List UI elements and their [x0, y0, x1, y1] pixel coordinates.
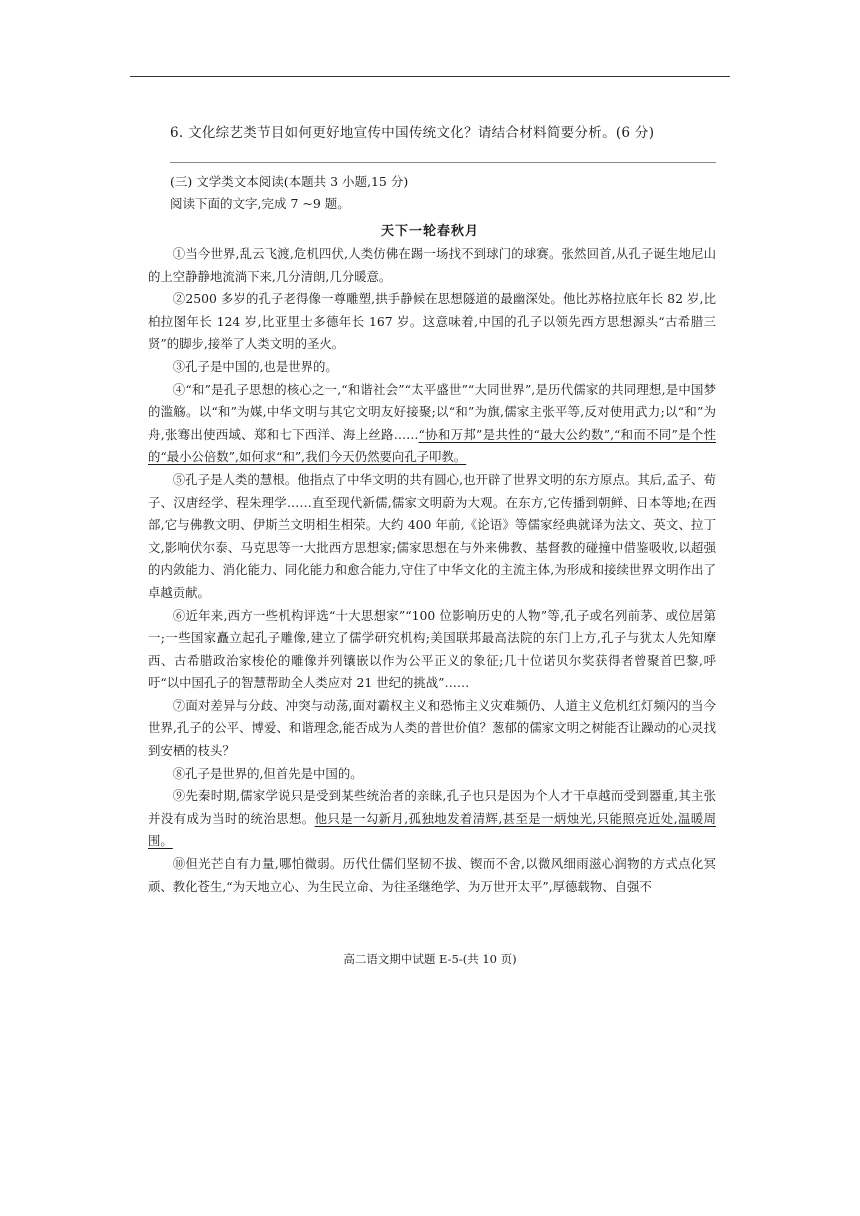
paragraph-1: ①当今世界,乱云飞渡,危机四伏,人类仿佛在踢一场找不到球门的球赛。张然回首,从孔子诞生地尼山的上空静静地流淌下来,几分清朗,几分暖意。	[148, 246, 716, 284]
paragraph-10: ⑩但光芒自有力量,哪怕微弱。历代仕儒们坚韧不拔、锲而不舍,以微风细雨滋心润物的方式点化冥顽、教化苍生,“为天地立心、为生民立命、为往圣继绝学、为万世开太平”,厚德载物、自强不	[148, 856, 716, 894]
article-title: 天下一轮春秋月	[380, 224, 479, 239]
underlined-sentence-9: 他只是一勾新月,孤独地发着清辉,甚至是一炳烛光,只能照亮近处,温暖周围。	[148, 810, 716, 849]
paragraph-8: ⑧孔子是世界的,但首先是中国的。	[172, 765, 363, 781]
question-6: 6. 文化综艺类节目如何更好地宣传中国传统文化？请结合材料简要分析。(6 分)	[170, 125, 655, 141]
paragraph-4-text: ④“和”是孔子思想的核心之一,“和谐社会”“太平盛世”“大同世界”,是历代儒家的共同理想,是中国梦的滥觞。以“和”为媒,中华文明与其它文明友好接聚;以“和”为旗,儒家主张平等,反对使用武力;以“和”为舟,张骞出使西域、郑和七下西洋、海上丝路……	[148, 381, 716, 442]
page-footer: 高二语文期中试题 E-5-(共 10 页)	[343, 952, 517, 966]
paragraph-9	[148, 785, 716, 853]
paragraph-4	[148, 379, 716, 469]
paragraph-7: ⑦面对差异与分歧、冲突与动荡,面对霸权主义和恐怖主义灾难频仍、人道主义危机红灯频闪的当今世界,孔子的公平、博爱、和谐理念,能否成为人类的普世价值？葱郁的儒家文明之树能否让躁动的心灵找到安栖的枝头？	[148, 697, 716, 759]
top-rule	[130, 76, 730, 77]
paragraph-5: ⑤孔子是人类的慧根。他指点了中华文明的共有圆心,也开辟了世界文明的东方原点。其后,孟子、荀子、汉唐经学、程朱理学……直至现代新儒,儒家文明蔚为大观。在东方,它传播到朝鲜、日本等地;在西部,它与佛教文明、伊斯兰文明相生相荣。大约 400 年前,《论语》等儒家经典就译为法文、英文、拉丁文,影响伏尔泰、马克思等一大批西方思想家;儒家思想在与外来佛教、基督教的碰撞中借鉴吸收,以超强的内敛能力、消化能力、同化能力和愈合能力,守住了中华文化的主流主体,为形成和接续世界文明作出了卓越贡献。	[148, 471, 716, 600]
underlined-sentence-4: “协和万邦”是共性的“最大公约数”,“和而不同”是个性的“最小公倍数”,如何求“和”,我们今天仍然要向孔子叩教。	[148, 426, 716, 465]
reading-instruction: 阅读下面的文字,完成 7 ~9 题。	[170, 196, 350, 211]
paragraph-9-text: ⑨先秦时期,儒家学说只是受到某些统治者的亲睐,孔子也只是因为个人才干卓越而受到器重,其主张并没有成为当时的统治思想。	[148, 788, 716, 826]
paragraph-6: ⑥近年来,西方一些机构评选“十大思想家”“100 位影响历史的人物”等,孔子或名列前茅、或位居第一;一些国家矗立起孔子雕像,建立了儒学研究机构;美国联邦最高法院的东门上方,孔子与犹太人先知摩西、古希腊政治家梭伦的雕像并列镶嵌以作为公平正义的象征;几十位诺贝尔奖获得者曾聚首巴黎,呼吁“以中国孔子的智慧帮助全人类应对 21 世纪的挑战”……	[148, 607, 716, 691]
paragraph-3: ③孔子是中国的,也是世界的。	[172, 358, 338, 374]
article-body	[148, 243, 716, 898]
section-divider	[170, 162, 716, 163]
paragraph-2: ②2500 多岁的孔子老得像一尊雕塑,拱手静候在思想隧道的最幽深处。他比苏格拉底年长 82 岁,比柏拉图年长 124 岁,比亚里士多德年长 167 岁。这意味着,中国的孔子以领先西方思想源头“古希腊三贤”的脚步,接举了人类文明的圣火。	[148, 291, 716, 352]
section-heading: (三) 文学类文本阅读(本题共 3 小题,15 分)	[170, 174, 409, 189]
